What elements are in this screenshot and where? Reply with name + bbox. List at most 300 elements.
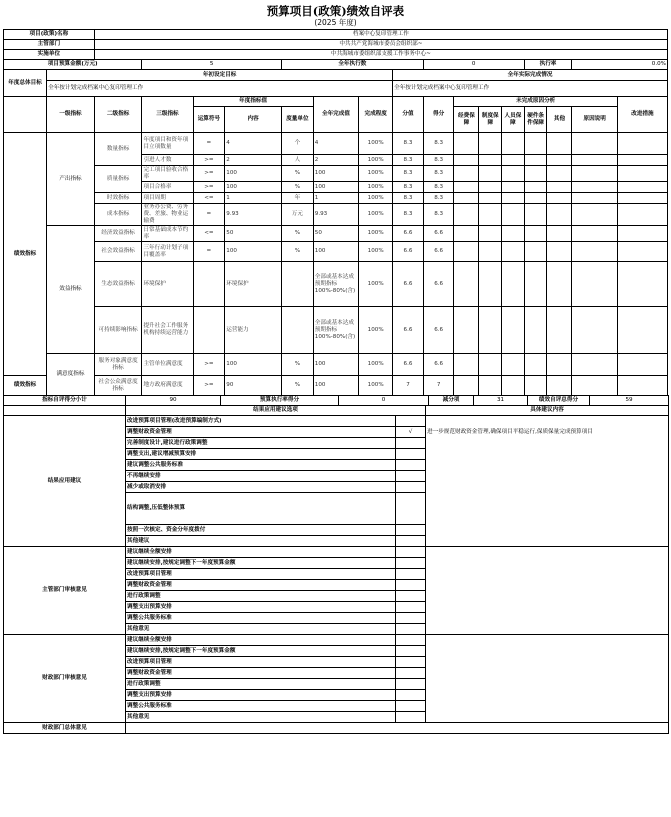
unit-cell: 万元: [282, 204, 314, 226]
empty-cell: [547, 133, 572, 155]
check-cell: [396, 460, 426, 471]
content-cell: 运营能力: [225, 307, 282, 354]
empty-cell: [547, 155, 572, 166]
total-score-value: 59: [590, 396, 669, 406]
empty-cell: [524, 307, 547, 354]
deduct-label: 减分项: [429, 396, 474, 406]
check-cell: [396, 646, 426, 657]
score-cell: 7: [393, 376, 424, 396]
rate-label: 执行率: [524, 60, 572, 70]
check-cell: [396, 657, 426, 668]
unit-cell: %: [282, 226, 314, 242]
planned-goal-label: 年初设定目标: [47, 70, 393, 81]
empty-cell: [617, 155, 667, 166]
op-cell: >=: [193, 182, 225, 193]
check-cell: [396, 547, 426, 558]
review-option: 调整财政资金管理: [126, 580, 396, 591]
got-cell: 8.3: [423, 182, 454, 193]
unit-value: 中共海城市委组织部支援工作事务中心~: [94, 50, 667, 60]
review-option: 建议继续安排,按规定调整下一年度预算金额: [126, 558, 396, 569]
empty-cell: [502, 166, 525, 182]
suggest-option: 其他建议: [126, 536, 396, 547]
empty-cell: [479, 307, 502, 354]
level1-satisfaction: 满意度指标: [47, 354, 95, 396]
empty-cell: [572, 155, 617, 166]
check-cell: [396, 624, 426, 635]
check-cell: [396, 558, 426, 569]
form-year: (2025 年度): [314, 18, 357, 27]
empty-cell: [454, 307, 479, 354]
indicator-row: [4, 307, 668, 354]
check-mark: √: [396, 427, 426, 438]
suggest-option: 不再继续安排: [126, 471, 396, 482]
suggest-head-right: 具体建议内容: [426, 406, 669, 416]
col-level1: 一级指标: [47, 97, 95, 133]
empty-cell: [617, 166, 667, 182]
level1-output: 产出指标: [47, 133, 95, 226]
unit-cell: 年: [282, 193, 314, 204]
actual-cell: 2: [313, 155, 358, 166]
level2-cell: 数量指标: [94, 133, 142, 166]
got-cell: 8.3: [423, 166, 454, 182]
empty-cell: [479, 193, 502, 204]
check-cell: [396, 679, 426, 690]
level3-cell: 提升社会工作服务机构持续运营能力: [142, 307, 193, 354]
empty-cell: [572, 193, 617, 204]
rate-value: 0.0%: [572, 60, 668, 70]
empty-cell: [502, 307, 525, 354]
overall-goal-label: 年度总体目标: [4, 70, 47, 97]
empty-cell: [502, 262, 525, 307]
check-cell: [396, 536, 426, 547]
empty-cell: [502, 155, 525, 166]
level2-cell: 社会公众满意度指标: [94, 376, 142, 396]
empty-cell: [572, 166, 617, 182]
empty-cell: [524, 155, 547, 166]
indicator-row: [4, 204, 668, 226]
unit-cell: [282, 307, 314, 354]
empty-cell: [479, 262, 502, 307]
indicator-table: [3, 96, 668, 396]
suggest-table: [3, 405, 669, 734]
actual-cell: 9.93: [313, 204, 358, 226]
empty-cell: [479, 166, 502, 182]
budget-score-label: 预算执行率得分: [221, 396, 339, 406]
empty-cell: [524, 166, 547, 182]
empty-cell: [547, 204, 572, 226]
empty-cell: [572, 133, 617, 155]
degree-cell: 100%: [359, 226, 393, 242]
empty-cell: [502, 226, 525, 242]
final-label: 财政部门总体意见: [4, 723, 126, 734]
content-cell: 50: [225, 226, 282, 242]
degree-cell: 100%: [359, 204, 393, 226]
level3-cell: 年度项目和资年项目立项数量: [142, 133, 193, 155]
col-got: 得分: [423, 97, 454, 133]
empty-cell: [502, 354, 525, 376]
check-cell: [396, 525, 426, 536]
empty-cell: [454, 262, 479, 307]
empty-cell: [617, 376, 667, 396]
op-cell: >=: [193, 376, 225, 396]
info-table: [3, 29, 668, 97]
op-cell: [193, 262, 225, 307]
content-cell: 100: [225, 242, 282, 262]
empty-cell: [454, 242, 479, 262]
content-cell: 100: [225, 354, 282, 376]
empty-cell: [547, 182, 572, 193]
empty-cell: [617, 193, 667, 204]
empty-cell: [502, 242, 525, 262]
degree-cell: 100%: [359, 155, 393, 166]
empty-cell: [524, 354, 547, 376]
empty-cell: [617, 204, 667, 226]
exec-value: 0: [423, 60, 524, 70]
op-cell: <=: [193, 226, 225, 242]
empty-cell: [572, 242, 617, 262]
check-cell: [396, 591, 426, 602]
op-cell: =: [193, 242, 225, 262]
empty-cell: [524, 262, 547, 307]
review-option: 其他意见: [126, 624, 396, 635]
col-r5: 其他: [547, 107, 572, 133]
got-cell: 8.3: [423, 155, 454, 166]
budget-value: 5: [142, 60, 282, 70]
degree-cell: 100%: [359, 166, 393, 182]
op-cell: =: [193, 204, 225, 226]
content-cell: 4: [225, 133, 282, 155]
score-cell: 6.6: [393, 226, 424, 242]
col-content: 内容: [225, 107, 282, 133]
op-cell: >=: [193, 354, 225, 376]
project-name-value: 档案中心复印管理工作: [94, 30, 667, 40]
score-cell: 8.3: [393, 204, 424, 226]
review-option: 调整公共服务标准: [126, 701, 396, 712]
check-cell: [396, 602, 426, 613]
empty-cell: [479, 204, 502, 226]
content-cell: 90: [225, 376, 282, 396]
project-name-label: 项目(政策)名称: [4, 30, 95, 40]
level3-cell: 日常基础成本节约率: [142, 226, 193, 242]
check-cell: [396, 482, 426, 493]
col-degree: 完成程度: [359, 97, 393, 133]
empty-cell: [617, 182, 667, 193]
suggest-option: 结构调整,压低整体预算: [126, 493, 396, 525]
group3-label: 财政部门审核意见: [4, 635, 126, 723]
empty-cell: [572, 354, 617, 376]
actual-cell: 全部或基本达成预期指标100%-80%(含): [313, 307, 358, 354]
unit-cell: [282, 262, 314, 307]
col-unit: 度量单位: [282, 107, 314, 133]
check-cell: [396, 438, 426, 449]
score-cell: 8.3: [393, 193, 424, 204]
check-cell: [396, 613, 426, 624]
unit-cell: 人: [282, 155, 314, 166]
empty-cell: [617, 226, 667, 242]
level3-cell: 业务办公费、劳务费、差旅、物业运输费: [142, 204, 193, 226]
score-cell: 8.3: [393, 155, 424, 166]
check-cell: [396, 668, 426, 679]
level3-cell: 环境保护: [142, 262, 193, 307]
review-option: 建议继续全额安排: [126, 547, 396, 558]
empty-cell: [617, 307, 667, 354]
evaluation-form: [3, 4, 668, 734]
score-cell: 6.6: [393, 354, 424, 376]
planned-goal-text: 全年按计划完成档案中心复印管理工作: [47, 81, 393, 97]
suggest-option: 减少或取消安排: [126, 482, 396, 493]
unit-label: 实施单位: [4, 50, 95, 60]
level2-cell: 生态效益指标: [94, 262, 142, 307]
form-title: 预算项目(政策)绩效自评表: [266, 4, 405, 18]
unit-cell: %: [282, 242, 314, 262]
col-level3: 三级指标: [142, 97, 193, 133]
actual-cell: 100: [313, 354, 358, 376]
op-cell: <=: [193, 193, 225, 204]
budget-label: 项目预算金额(万元): [4, 60, 142, 70]
empty-cell: [547, 354, 572, 376]
col-reason-group: 未完成原因分析: [454, 97, 617, 107]
content-cell: 9.93: [225, 204, 282, 226]
review-option: 调整公共服务标准: [126, 613, 396, 624]
empty-cell: [454, 204, 479, 226]
degree-cell: 100%: [359, 354, 393, 376]
degree-cell: 100%: [359, 133, 393, 155]
empty-cell: [479, 242, 502, 262]
content-cell: 1: [225, 193, 282, 204]
self-score-label: 指标自评得分小计: [4, 396, 126, 406]
self-score-value: 90: [126, 396, 221, 406]
content-cell: 2: [225, 155, 282, 166]
actual-cell: 100: [313, 376, 358, 396]
empty-cell: [502, 193, 525, 204]
actual-cell: 全部或基本达成预期指标100%-80%(含): [313, 262, 358, 307]
degree-cell: 100%: [359, 262, 393, 307]
content-cell: 100: [225, 182, 282, 193]
review-option: 改进预算项目管理: [126, 569, 396, 580]
empty-cell: [524, 204, 547, 226]
empty-cell: [454, 226, 479, 242]
col-score: 分值: [393, 97, 424, 133]
group2-label: 主管部门审核意见: [4, 547, 126, 635]
indicator-row: [4, 226, 668, 242]
score-cell: 8.3: [393, 166, 424, 182]
check-cell: [396, 471, 426, 482]
actual-cell: 4: [313, 133, 358, 155]
review-option: 建议继续安排,按规定调整下一年度预算金额: [126, 646, 396, 657]
actual-goal-text: 全年按计划完成档案中心复印管理工作: [393, 81, 668, 97]
unit-cell: %: [282, 376, 314, 396]
level3-cell: 引进人才数: [142, 155, 193, 166]
degree-cell: 100%: [359, 242, 393, 262]
degree-cell: 100%: [359, 307, 393, 354]
empty-cell: [524, 193, 547, 204]
empty-cell: [479, 354, 502, 376]
unit-cell: %: [282, 182, 314, 193]
check-cell: [396, 416, 426, 427]
review-option: 其他意见: [126, 712, 396, 723]
level3-cell: 三年行动计划子项目覆盖率: [142, 242, 193, 262]
empty-cell: [547, 226, 572, 242]
col-target-group: 年度指标值: [193, 97, 313, 107]
got-cell: 6.6: [423, 307, 454, 354]
got-cell: 6.6: [423, 354, 454, 376]
exec-label: 全年执行数: [281, 60, 423, 70]
indicator-row: [4, 376, 668, 396]
empty-cell: [524, 182, 547, 193]
level1-effect: 效益指标: [47, 226, 95, 354]
got-cell: 6.6: [423, 226, 454, 242]
op-cell: >=: [193, 155, 225, 166]
empty-cell: [524, 376, 547, 396]
check-cell: [396, 690, 426, 701]
suggest-option: 调整财政资金管理: [126, 427, 396, 438]
review-option: 调整支出预算安排: [126, 602, 396, 613]
actual-cell: 50: [313, 226, 358, 242]
score-cell: 8.3: [393, 182, 424, 193]
total-score-label: 绩效自评总得分: [528, 396, 590, 406]
empty-cell: [479, 155, 502, 166]
empty-cell: [454, 166, 479, 182]
level2-cell: 成本指标: [94, 204, 142, 226]
level3-cell: 主管单位满意度: [142, 354, 193, 376]
unit-cell: 个: [282, 133, 314, 155]
suggest-head-left: 结果应用建议选项: [126, 406, 426, 416]
empty-cell: [479, 226, 502, 242]
empty-cell: [479, 376, 502, 396]
level2-cell: 质量指标: [94, 166, 142, 193]
empty-cell: [572, 262, 617, 307]
review-text: [426, 635, 669, 723]
deduct-value: 31: [474, 396, 528, 406]
empty-cell: [454, 354, 479, 376]
suggest-option: 建议调整公共服务标准: [126, 460, 396, 471]
final-text: [126, 723, 669, 734]
got-cell: 8.3: [423, 193, 454, 204]
actual-cell: 100: [313, 182, 358, 193]
empty-cell: [617, 262, 667, 307]
level3-cell: 完工项目验收合格率: [142, 166, 193, 182]
suggest-option: 调整支出,建议增减预算安排: [126, 449, 396, 460]
review-option: 调整财政资金管理: [126, 668, 396, 679]
empty-cell: [572, 204, 617, 226]
perf-label-2: 绩效指标: [4, 376, 47, 396]
level3-cell: 项目合格率: [142, 182, 193, 193]
score-cell: 6.6: [393, 262, 424, 307]
empty-cell: [502, 182, 525, 193]
empty-cell: [547, 242, 572, 262]
score-cell: 6.6: [393, 242, 424, 262]
empty-cell: [547, 193, 572, 204]
empty-cell: [479, 182, 502, 193]
check-cell: [396, 701, 426, 712]
level2-cell: 服务对象满意度指标: [94, 354, 142, 376]
col-r2: 制度保障: [479, 107, 502, 133]
actual-cell: 100: [313, 166, 358, 182]
actual-cell: 1: [313, 193, 358, 204]
score-cell: 8.3: [393, 133, 424, 155]
empty-cell: [617, 133, 667, 155]
check-cell: [396, 635, 426, 646]
op-cell: =: [193, 133, 225, 155]
level2-cell: 社会效益指标: [94, 242, 142, 262]
indicator-row: [4, 166, 668, 182]
suggest-option: 完善制度设计,建议进行政策调整: [126, 438, 396, 449]
empty-cell: [502, 133, 525, 155]
empty-cell: [454, 182, 479, 193]
empty-cell: [502, 204, 525, 226]
indicator-row: [4, 193, 668, 204]
indicator-row: [4, 354, 668, 376]
empty-cell: [454, 193, 479, 204]
check-cell: [396, 580, 426, 591]
got-cell: 7: [423, 376, 454, 396]
empty-cell: [454, 155, 479, 166]
empty-cell: [547, 376, 572, 396]
actual-cell: 100: [313, 242, 358, 262]
level2-cell: 经济效益指标: [94, 226, 142, 242]
empty-cell: [572, 182, 617, 193]
col-r3: 人员保障: [502, 107, 525, 133]
col-r4: 硬件条件保障: [524, 107, 547, 133]
indicator-row: [4, 242, 668, 262]
level2-cell: 时效指标: [94, 193, 142, 204]
got-cell: 8.3: [423, 204, 454, 226]
col-r1: 经费保障: [454, 107, 479, 133]
degree-cell: 100%: [359, 376, 393, 396]
got-cell: 8.3: [423, 133, 454, 155]
empty-cell: [502, 376, 525, 396]
empty-cell: [4, 406, 126, 416]
check-cell: [396, 712, 426, 723]
op-cell: >=: [193, 166, 225, 182]
empty-cell: [454, 133, 479, 155]
indicator-row: [4, 262, 668, 307]
empty-cell: [617, 242, 667, 262]
got-cell: 6.6: [423, 242, 454, 262]
review-option: 进行政策调整: [126, 679, 396, 690]
review-option: 改进预算项目管理: [126, 657, 396, 668]
empty-cell: [524, 242, 547, 262]
degree-cell: 100%: [359, 182, 393, 193]
review-option: 调整支出预算安排: [126, 690, 396, 701]
empty-cell: [572, 307, 617, 354]
empty-cell: [572, 226, 617, 242]
suggest-option: 按照一次核定、资金分年度拨付: [126, 525, 396, 536]
unit-cell: %: [282, 354, 314, 376]
col-improve: 改进措施: [617, 97, 667, 133]
degree-cell: 100%: [359, 193, 393, 204]
check-cell: [396, 449, 426, 460]
col-op: 运算符号: [193, 107, 225, 133]
perf-label: 绩效指标: [4, 133, 47, 376]
score-cell: 6.6: [393, 307, 424, 354]
empty-cell: [479, 133, 502, 155]
review-text: [426, 547, 669, 635]
level3-cell: 项目周期: [142, 193, 193, 204]
empty-cell: [547, 307, 572, 354]
col-actual: 全年完成值: [313, 97, 358, 133]
content-cell: 环境保护: [225, 262, 282, 307]
level2-cell: 可持续影响指标: [94, 307, 142, 354]
advice-text: 进一步规范财政资金管理,确保项目平稳运行,保质保量完成预算项目: [426, 416, 669, 547]
op-cell: [193, 307, 225, 354]
content-cell: 100: [225, 166, 282, 182]
review-option: 建议继续全额安排: [126, 635, 396, 646]
empty-cell: [572, 376, 617, 396]
level3-cell: 地方政府满意度: [142, 376, 193, 396]
empty-cell: [547, 262, 572, 307]
dept-value: 中共共产党海城市委员会组织部~: [94, 40, 667, 50]
